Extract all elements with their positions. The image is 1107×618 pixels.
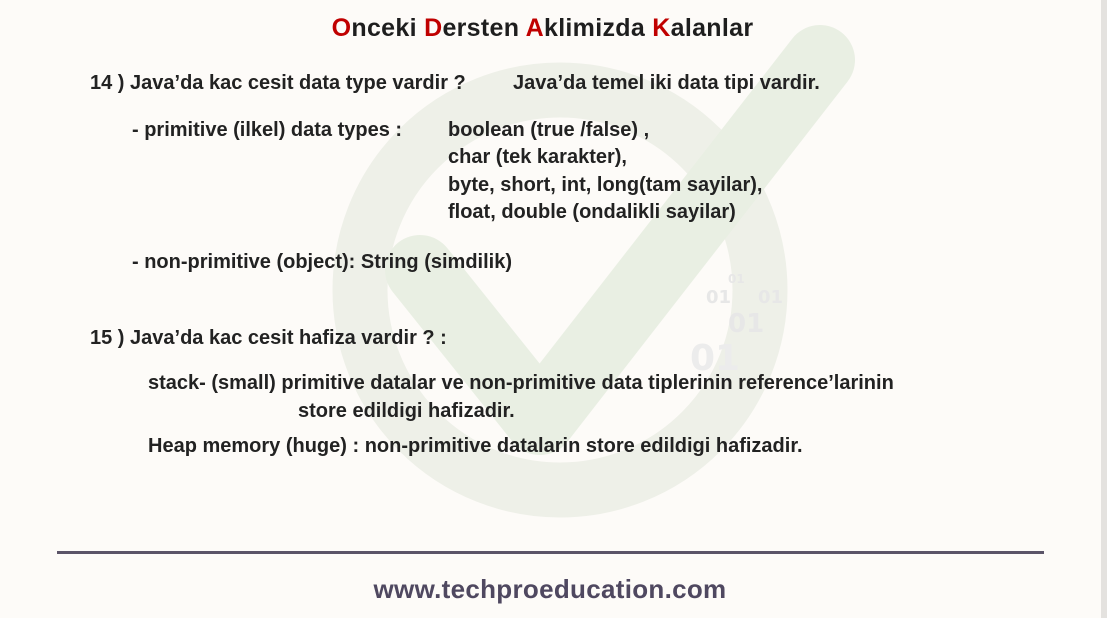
stack-line: stack- (small) primitive datalar ve non-primitive data tiplerinin reference’larinin — [148, 372, 894, 394]
footer-divider — [57, 551, 1044, 554]
title-word: ersten — [442, 14, 520, 42]
footer-website-link[interactable]: www.techproeducation.com — [373, 574, 727, 604]
watermark-digit: 01 — [728, 272, 745, 286]
watermark-digit: 01 — [706, 287, 732, 308]
title-initial: A — [525, 14, 544, 42]
answer-14: Java’da temel iki data tipi vardir. — [513, 72, 820, 94]
stack-line-continued: store edildigi hafizadir. — [298, 400, 515, 422]
page-title — [0, 14, 1085, 43]
primitive-label: - primitive (ilkel) data types : — [132, 119, 403, 141]
primitive-types-line: char (tek karakter), — [448, 146, 627, 168]
primitive-types-line: byte, short, int, long(tam sayilar), — [448, 174, 763, 196]
heap-line: Heap memory (huge) : non-primitive datalarin store edildigi hafizadir. — [148, 435, 803, 457]
watermark-digit: 01 — [758, 287, 784, 308]
title-initial: O — [331, 14, 352, 42]
title-word: klimizda — [543, 14, 646, 42]
primitive-types-line: boolean (true /false) , — [448, 119, 650, 141]
title-initial: K — [652, 14, 671, 42]
title-word: nceki — [351, 14, 417, 42]
question-14: 14 ) Java’da kac cesit data type vardir ? — [90, 72, 466, 94]
title-word: alanlar — [670, 14, 754, 42]
non-primitive-line: - non-primitive (object): String (simdilik) — [132, 251, 512, 273]
watermark-digit: 01 — [690, 338, 741, 379]
watermark-digit: 01 — [728, 309, 765, 339]
primitive-types-line: float, double (ondalikli sayilar) — [448, 201, 736, 223]
title-initial: D — [424, 14, 443, 42]
question-15: 15 ) Java’da kac cesit hafiza vardir ? : — [90, 327, 447, 349]
